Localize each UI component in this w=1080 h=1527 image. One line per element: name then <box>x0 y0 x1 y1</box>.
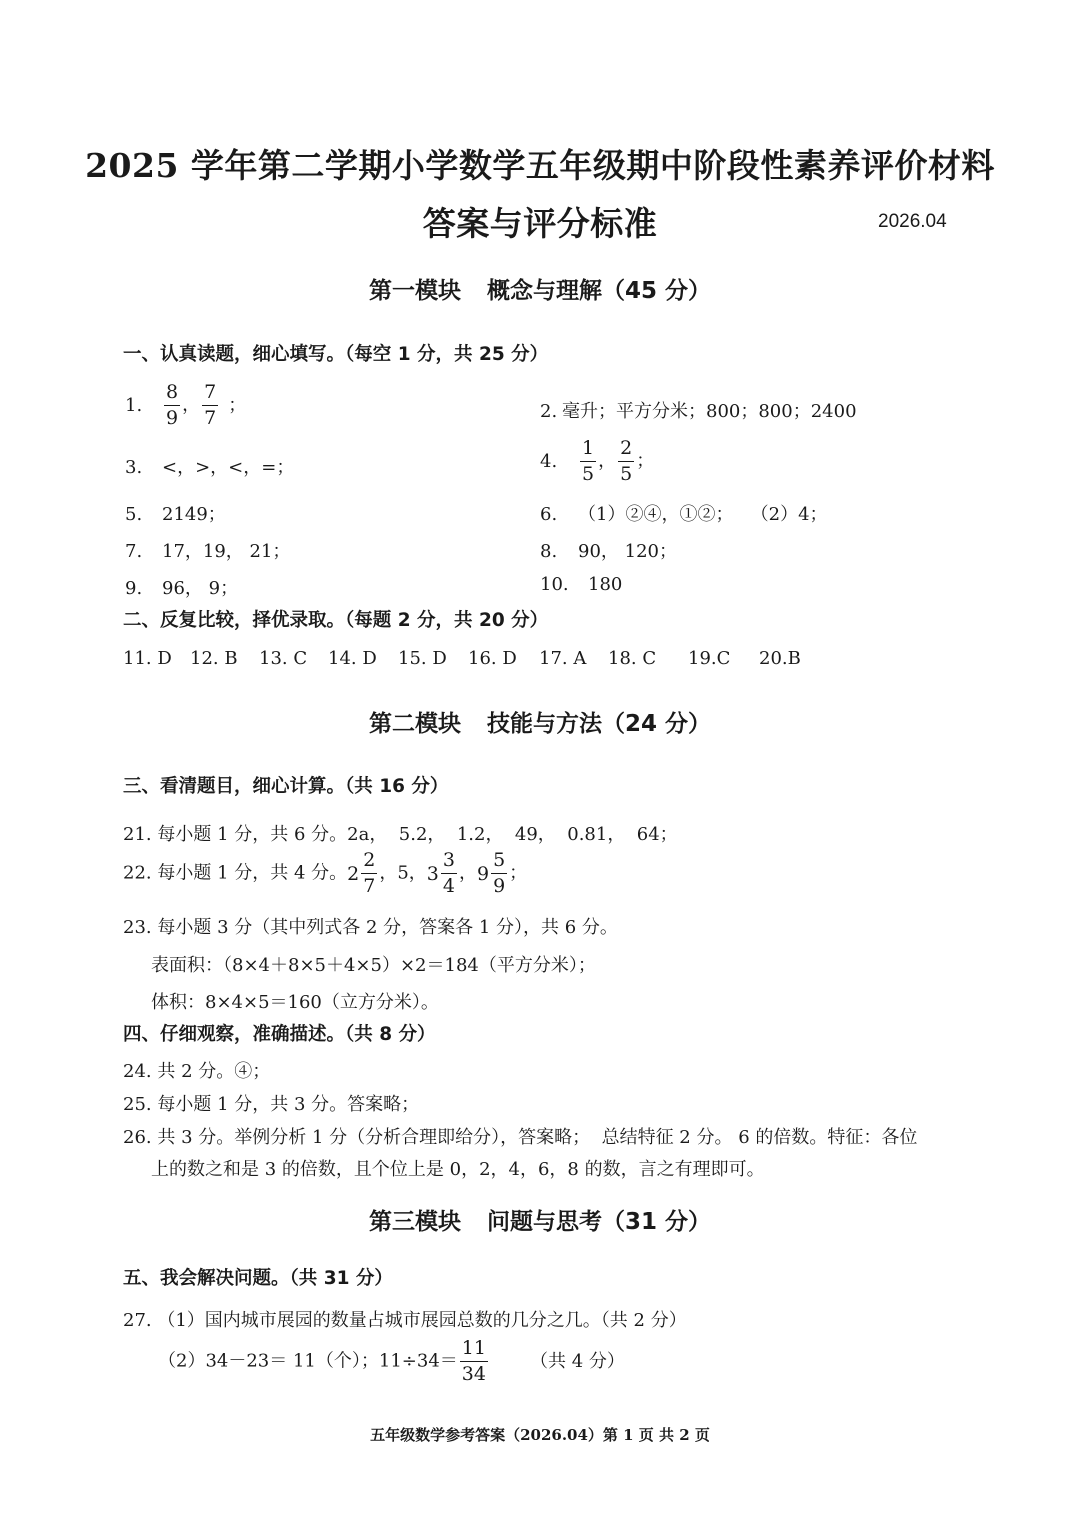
module-1-heading <box>0 272 1080 305</box>
mcq-answer-20: 20.B <box>759 648 801 669</box>
section-5-title: 五、我会解决问题。（共 31 分） <box>123 1268 393 1289</box>
answer-q23-surface-area: 表面积：（8×4＋8×5＋4×5）×2＝184（平方分米）； <box>151 955 596 976</box>
page-footer: 五年级数学参考答案（2026.04）第 1 页 共 2 页 <box>370 1426 710 1444</box>
module-2-title: 技能与方法（24 分） <box>486 711 711 737</box>
answer-q26-line2: 上的数之和是 3 的倍数，且个位上是 0，2，4，6，8 的数，言之有理即可。 <box>151 1159 765 1180</box>
module-2-heading <box>0 705 1080 738</box>
answer-q2: 2. 毫升；平方分米；800；800；2400 <box>540 401 857 422</box>
mixed-number-3-3-4: 3 $\frac{3}{4}$ <box>426 849 455 897</box>
answer-q26-line1: 26. 共 3 分。举例分析 1 分（分析合理即给分），答案略； 总结特征 2 分。 6 的倍数。特征：各位 <box>123 1127 918 1148</box>
mcq-answer-18: 18. C <box>608 648 657 669</box>
answer-q10: 10. 180 <box>540 574 623 595</box>
answer-q6: 6. （1）②④，①②； （2）4； <box>540 504 828 525</box>
answer-q24: 24. 共 2 分。④； <box>123 1061 271 1082</box>
document-date: 2026.04 <box>878 211 947 232</box>
answer-q25: 25. 每小题 1 分，共 3 分。答案略； <box>123 1094 420 1115</box>
mcq-answer-16: 16. D <box>468 648 517 669</box>
answer-q9: 9. 96， 9； <box>125 578 239 599</box>
fraction-2-5: $\frac{2}{5}$ <box>620 437 633 485</box>
mcq-answer-17: 17. A <box>539 648 587 669</box>
section-3-title: 三、看清题目，细心计算。（共 16 分） <box>123 776 449 797</box>
answer-q3: 3. <，>，<，=； <box>125 457 295 478</box>
answer-q4: 4. $\frac{1}{5}$ ， $\frac{2}{5}$ ； <box>540 437 655 485</box>
fraction-11-34: $\frac{11}{34}$ <box>461 1337 486 1385</box>
mixed-number-9-5-9: 9 $\frac{5}{9}$ <box>476 849 506 897</box>
section-2-title: 二、反复比较，择优录取。（每题 2 分，共 20 分） <box>123 610 549 631</box>
section-1-title: 一、认真读题，细心填写。（每空 1 分，共 25 分） <box>123 344 549 365</box>
answer-q27-part2: （2）34－23＝ 11（个）；11÷34＝ $\frac{11}{34}$ （共 4 分） <box>158 1337 625 1385</box>
mcq-answer-13: 13. C <box>259 648 308 669</box>
fraction-7-7: $\frac{7}{7}$ <box>204 381 217 429</box>
fraction-1-5: $\frac{1}{5}$ <box>582 437 595 485</box>
document-subtitle: 答案与评分标准 <box>422 204 658 243</box>
mcq-answer-19: 19.C <box>688 648 731 669</box>
answer-q27-part1: 27. （1）国内城市展园的数量占城市展园总数的几分之几。（共 2 分） <box>123 1310 687 1331</box>
answer-q22: 22. 每小题 1 分，共 4 分。2 $\frac{2}{7}$ ，5，3 $\frac{3}{4}$ ，9 $\frac{5}{9}$ ； <box>123 849 528 897</box>
document-title: 2025 学年第二学期小学数学五年级期中阶段性素养评价材料 <box>85 146 995 185</box>
module-3-heading <box>0 1203 1080 1236</box>
module-3-title: 问题与思考（31 分） <box>486 1209 711 1235</box>
mcq-answer-15: 15. D <box>398 648 447 669</box>
module-1-label: 第一模块 <box>368 278 461 304</box>
fraction-8-9: $\frac{8}{9}$ <box>166 381 179 429</box>
answer-q23-volume: 体积：8×4×5＝160（立方分米）。 <box>151 992 439 1013</box>
mixed-number-2-2-7: 2 $\frac{2}{7}$ <box>347 849 376 897</box>
module-2-label: 第二模块 <box>368 711 461 737</box>
answer-q21: 21. 每小题 1 分，共 6 分。2a， 5.2， 1.2， 49， 0.81， 64； <box>123 824 678 845</box>
module-1-title: 概念与理解（45 分） <box>486 278 711 304</box>
mcq-answer-11: 11. D <box>123 648 172 669</box>
answer-q23: 23. 每小题 3 分（其中列式各 2 分，答案各 1 分），共 6 分。 <box>123 917 618 938</box>
answer-q8: 8. 90， 120； <box>540 541 677 562</box>
mcq-answer-14: 14. D <box>328 648 377 669</box>
module-3-label: 第三模块 <box>368 1209 461 1235</box>
answer-q7: 7. 17，19， 21； <box>125 541 291 562</box>
mcq-answer-12: 12. B <box>190 648 238 669</box>
answer-q1: 1. $\frac{8}{9}$ ， $\frac{7}{7}$ ； <box>125 381 247 429</box>
answer-q5: 5. 2149； <box>125 504 226 525</box>
section-4-title: 四、仔细观察，准确描述。（共 8 分） <box>123 1024 436 1045</box>
q1-number: 1. <box>125 394 143 416</box>
